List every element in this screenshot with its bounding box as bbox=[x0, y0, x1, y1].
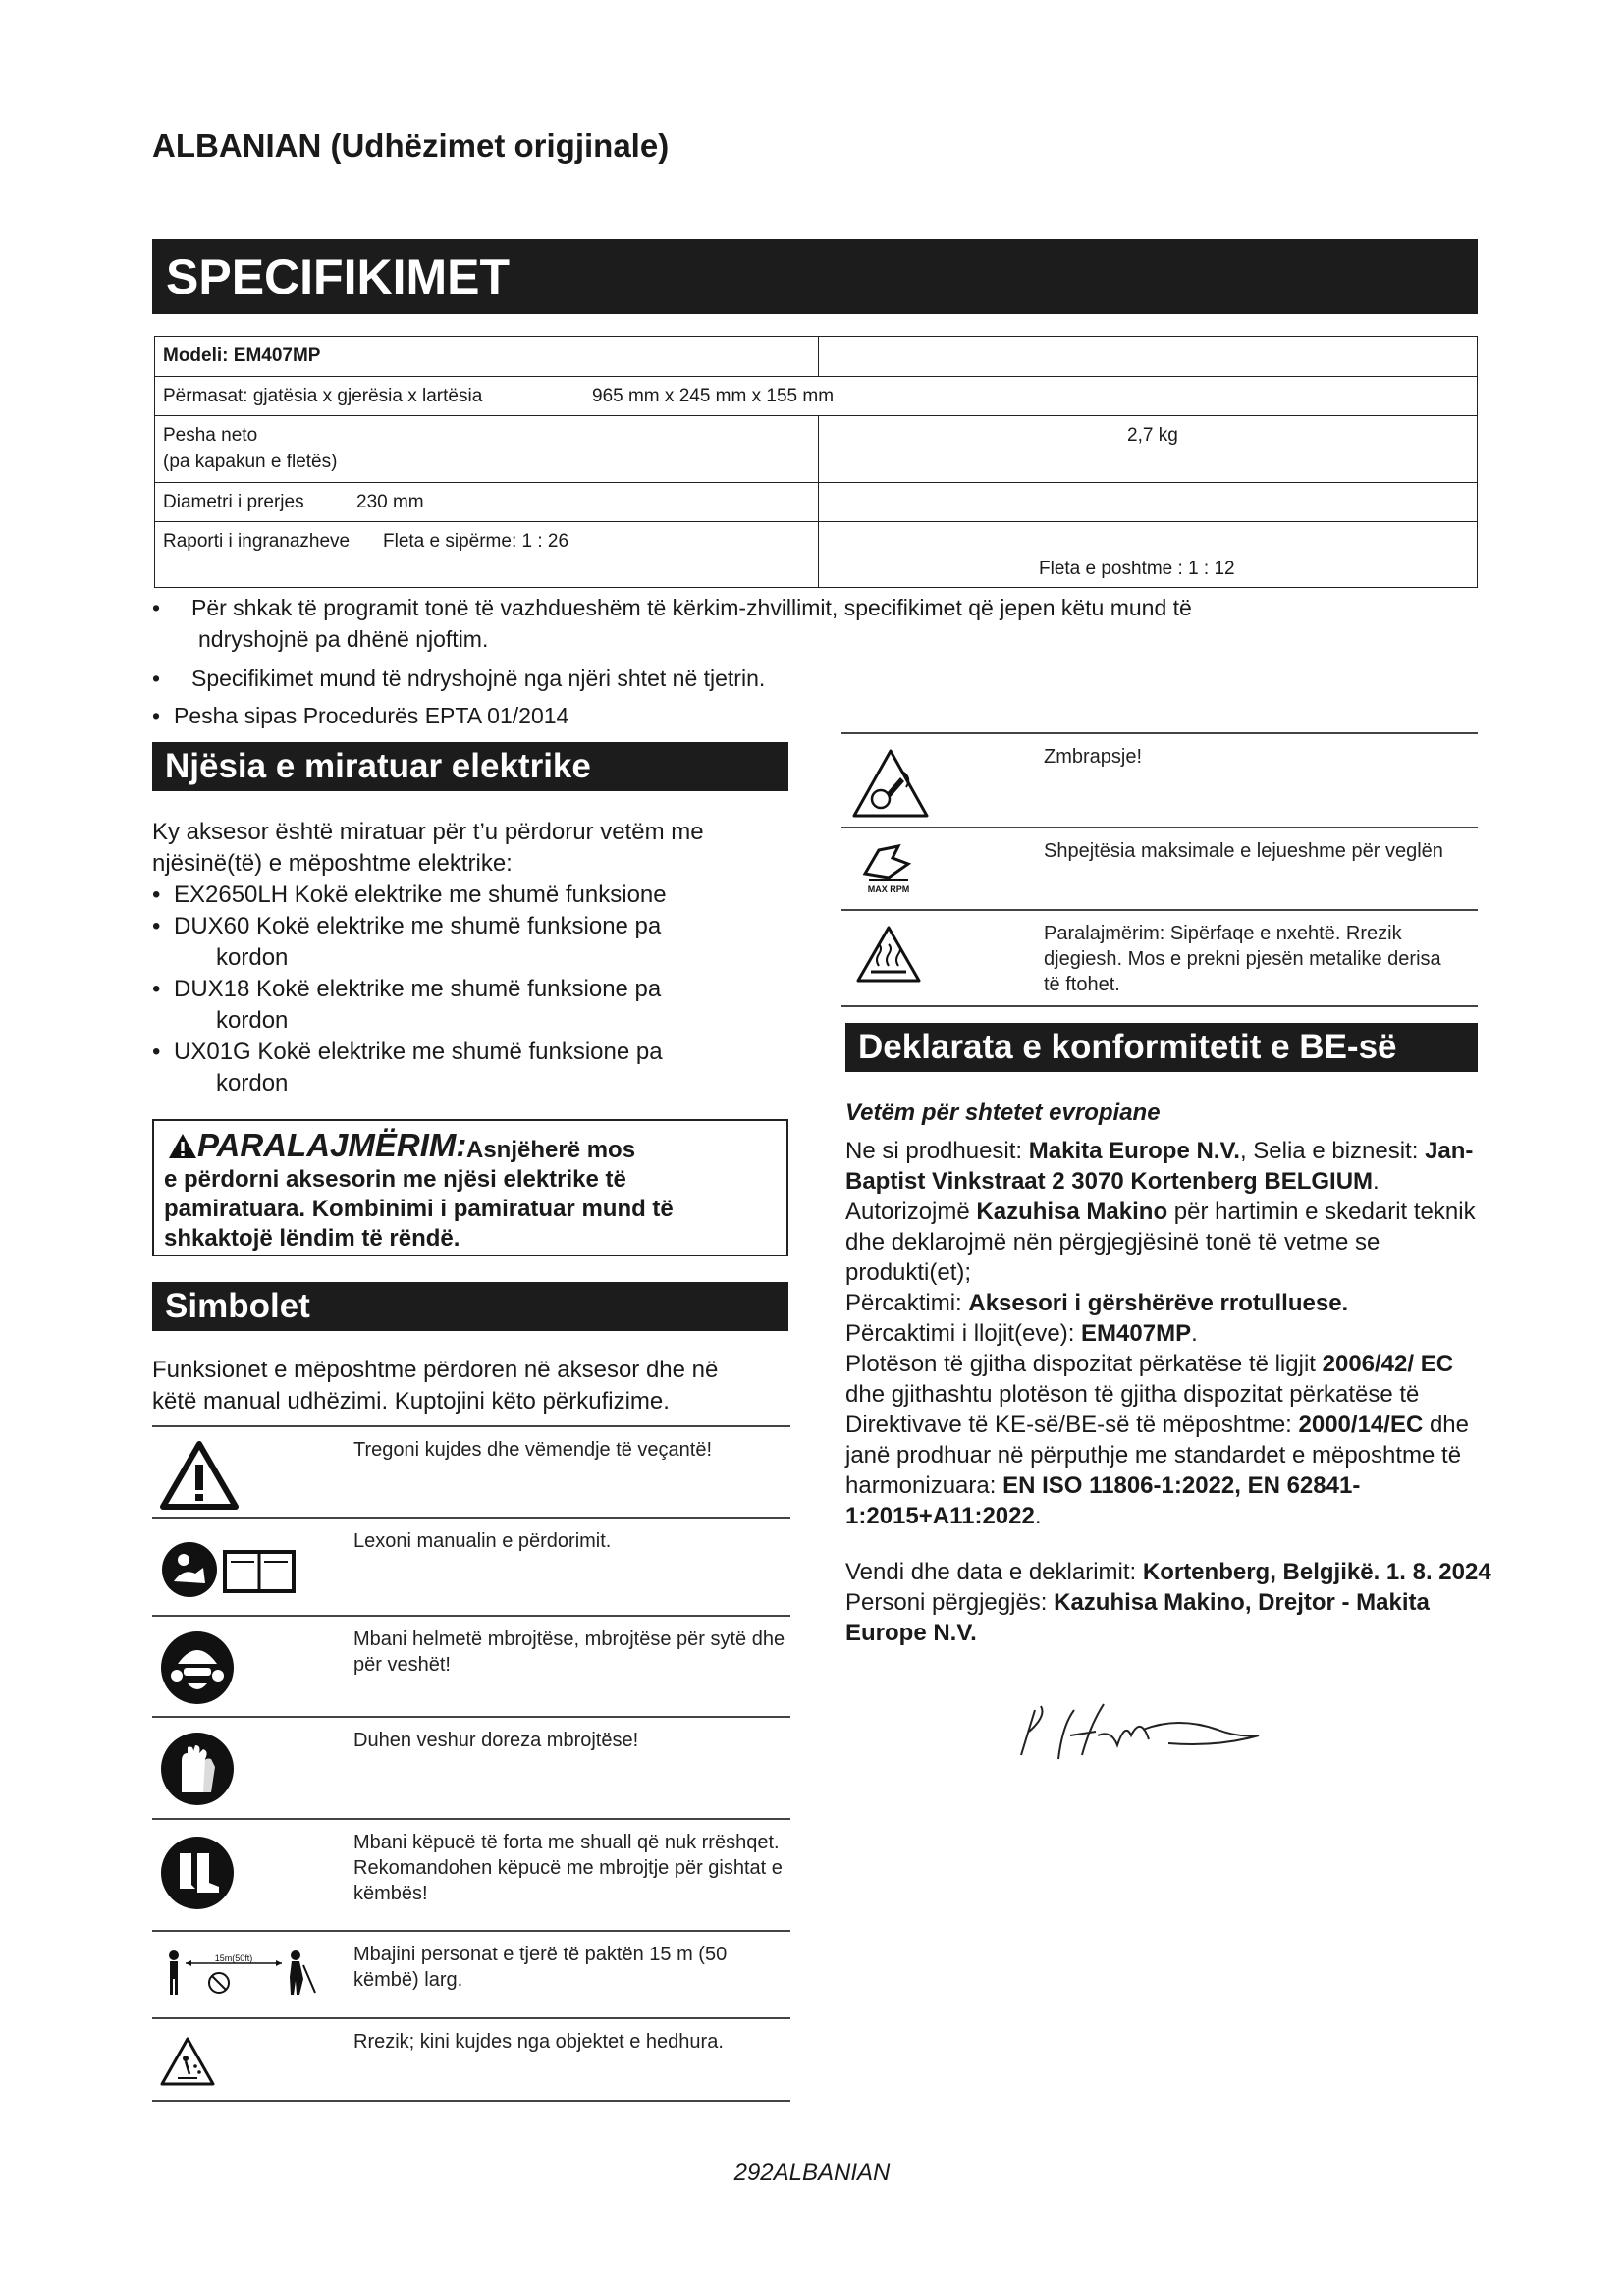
power-unit-item-1: EX2650LH Kokë elektrike me shumë funksione bbox=[174, 881, 667, 908]
responsible-person: Kazuhisa Makino, Drejtor - Makita Europe N.V. bbox=[845, 1589, 1430, 1646]
bullet-dot: • bbox=[152, 976, 161, 1002]
symbol-text: Paralajmërim: Sipërfaqe e nxehtë. Rrezik djegiesh. Mos e prekni pjesën metalike derisa të ftohet. bbox=[1044, 923, 1441, 995]
declaration-subheading: Vetëm për shtetet evropiane bbox=[845, 1099, 1161, 1126]
symbol-text: Lexoni manualin e përdorimit. bbox=[353, 1530, 612, 1552]
bullet-dot: • bbox=[152, 703, 161, 728]
declaration-compliance bbox=[845, 1349, 1493, 1531]
distance-label: 15m(50ft) bbox=[214, 1953, 253, 1963]
symbols-heading: Simbolet bbox=[165, 1287, 310, 1325]
text-span: . bbox=[1034, 1503, 1042, 1529]
weight-sublabel: (pa kapakun e fletës) bbox=[163, 452, 338, 472]
specs-row-model bbox=[155, 337, 1477, 377]
thrown-objects-icon bbox=[160, 2037, 215, 2086]
dimensions-value: 965 mm x 245 mm x 155 mm bbox=[592, 386, 835, 406]
gear-ratio-upper: Fleta e sipërme: 1 : 26 bbox=[383, 531, 569, 552]
warning-line-4: shkaktojë lëndim të rëndë. bbox=[164, 1225, 460, 1252]
note-2: Specifikimet mund të ndryshojnë nga njëri shtet në tjetrin. bbox=[191, 666, 766, 691]
kickback-icon bbox=[851, 748, 930, 819]
power-unit-heading-bar bbox=[152, 742, 788, 791]
text-span: Plotëson të gjitha dispozitat përkatëse të ligjit bbox=[845, 1351, 1323, 1377]
text-span: . bbox=[1191, 1320, 1198, 1347]
model-label: Modeli: EM407MP bbox=[163, 346, 321, 366]
bullet-dot: • bbox=[152, 666, 161, 691]
type-value: EM407MP bbox=[1081, 1320, 1192, 1347]
symbols-table-right bbox=[841, 732, 1478, 1007]
specs-banner bbox=[152, 239, 1478, 314]
note-1: Për shkak të programit tonë të vazhdueshëm të kërkim-zhvillimit, specifikimet që jepen këtu mund të bbox=[191, 595, 1192, 620]
place-date-value: Kortenberg, Belgjikë. 1. 8. 2024 bbox=[1142, 1559, 1491, 1585]
warning-triangle-icon bbox=[160, 1441, 239, 1510]
harmonized-standards: EN ISO 11806-1:2022, EN 62841-1:2015+A11:2022 bbox=[845, 1472, 1361, 1529]
max-speed-icon bbox=[859, 838, 918, 899]
gloves-icon bbox=[160, 1732, 235, 1806]
text-span: dhe janë prodhuar në përputhje me standardet e mëposhtme të harmonizuara: bbox=[845, 1412, 1469, 1499]
text-span: Përcaktimi i llojit(eve): bbox=[845, 1320, 1082, 1347]
power-unit-item-4-cont: kordon bbox=[216, 1070, 289, 1096]
text-span: . bbox=[1373, 1168, 1380, 1195]
weight-value: 2,7 kg bbox=[1127, 425, 1178, 446]
symbol-row bbox=[152, 1615, 790, 1716]
list-item bbox=[152, 1037, 790, 1099]
specs-table bbox=[154, 336, 1478, 588]
directive-machinery: 2006/42/ EC bbox=[1322, 1351, 1454, 1377]
bullet-dot: • bbox=[152, 913, 161, 939]
declaration-heading-bar bbox=[845, 1023, 1478, 1072]
symbol-row bbox=[152, 1425, 790, 1517]
warning-label: PARALAJMËRIM: bbox=[197, 1127, 467, 1163]
declaration-responsible bbox=[845, 1587, 1493, 1648]
document-title: ALBANIAN (Udhëzimet origjinale) bbox=[152, 128, 670, 164]
max-rpm-label: MAX RPM bbox=[867, 884, 910, 894]
symbol-row bbox=[841, 732, 1478, 827]
hot-surface-icon bbox=[855, 925, 922, 984]
symbol-row bbox=[152, 1517, 790, 1615]
text-span: Autorizojmë bbox=[845, 1199, 977, 1225]
symbol-text: Zmbrapsje! bbox=[1044, 746, 1143, 768]
power-unit-intro-1: Ky aksesor është miratuar për t’u përdorur vetëm me bbox=[152, 819, 704, 845]
bullet-dot: • bbox=[152, 881, 161, 908]
symbols-heading-bar bbox=[152, 1282, 788, 1331]
power-unit-section bbox=[152, 817, 790, 1099]
warning-box bbox=[152, 1119, 788, 1256]
gear-ratio-label: Raporti i ingranazheve bbox=[163, 531, 351, 552]
power-unit-item-2: DUX60 Kokë elektrike me shumë funksione pa bbox=[174, 913, 662, 939]
warning-line-2: e përdorni aksesorin me njësi elektrike të bbox=[164, 1166, 626, 1193]
gear-ratio-lower: Fleta e poshtme : 1 : 12 bbox=[1039, 559, 1235, 579]
text-span: Personi përgjegjës: bbox=[845, 1589, 1055, 1616]
declaration-type bbox=[845, 1318, 1493, 1349]
list-item bbox=[152, 911, 790, 974]
symbol-row bbox=[841, 827, 1478, 909]
symbol-text: Mbani helmetë mbrojtëse, mbrojtëse për sytë dhe për veshët! bbox=[353, 1629, 785, 1676]
read-manual-icon bbox=[160, 1540, 307, 1599]
symbol-text: Mbajini personat e tjerë të paktën 15 m (50 këmbë) larg. bbox=[353, 1944, 728, 1991]
text-span: për hartimin e skedarit teknik dhe deklarojmë nën përgjegjësinë tonë të vetme se produkti(et); bbox=[845, 1199, 1476, 1286]
designation-value: Aksesori i gërshërëve rrotulluese. bbox=[968, 1290, 1349, 1316]
power-unit-item-3: DUX18 Kokë elektrike me shumë funksione pa bbox=[174, 976, 662, 1002]
bullet-dot: • bbox=[152, 1039, 161, 1065]
dimensions-label: Përmasat: gjatësia x gjerësia x lartësia bbox=[163, 386, 483, 406]
warning-line-1: Asnjëherë mos bbox=[466, 1137, 636, 1163]
list-item bbox=[152, 880, 790, 911]
symbol-text: Duhen veshur doreza mbrojtëse! bbox=[353, 1730, 639, 1751]
specs-row-gear-ratio bbox=[155, 522, 1477, 587]
signature bbox=[1001, 1686, 1286, 1775]
symbols-intro bbox=[152, 1355, 790, 1417]
helmet-eye-ear-protection-icon bbox=[160, 1630, 235, 1705]
manufacturer-name: Makita Europe N.V. bbox=[1028, 1138, 1240, 1164]
specs-row-weight bbox=[155, 416, 1477, 483]
specs-row-diameter bbox=[155, 483, 1477, 522]
warning-line-3: pamiratuara. Kombinimi i pamiratuar mund të bbox=[164, 1196, 674, 1222]
page-number: 292ALBANIAN bbox=[733, 2160, 891, 2186]
declaration-heading: Deklarata e konformitetit e BE-së bbox=[858, 1028, 1397, 1066]
text-span: Vendi dhe data e deklarimit: bbox=[845, 1559, 1143, 1585]
symbol-row bbox=[152, 1716, 790, 1818]
safety-boots-icon bbox=[160, 1836, 235, 1910]
symbols-intro-1: Funksionet e mëposhtme përdoren në aksesor dhe në bbox=[152, 1357, 719, 1383]
specs-row-dimensions bbox=[155, 377, 1477, 416]
text-span: Përcaktimi: bbox=[845, 1290, 969, 1316]
diameter-label: Diametri i prerjes bbox=[163, 492, 304, 512]
symbol-row bbox=[152, 2017, 790, 2102]
text-span: , Selia e biznesit: bbox=[1239, 1138, 1419, 1164]
symbols-intro-2: këtë manual udhëzimi. Kuptojini këto përkufizime. bbox=[152, 1388, 670, 1415]
power-unit-item-3-cont: kordon bbox=[216, 1007, 289, 1034]
manufacturer-address: Jan-Baptist Vinkstraat 2 3070 Kortenberg BELGIUM bbox=[845, 1138, 1474, 1195]
keep-distance-icon bbox=[160, 1948, 317, 1997]
authorized-person: Kazuhisa Makino bbox=[976, 1199, 1168, 1225]
declaration-manufacturer bbox=[845, 1136, 1493, 1197]
declaration-authorization bbox=[845, 1197, 1493, 1288]
symbol-text: Mbani këpucë të forta me shuall që nuk rrëshqet. Rekomandohen këpucë me mbrojtje për gishtat e këmbës! bbox=[353, 1832, 783, 1904]
note-3: Pesha sipas Procedurës EPTA 01/2014 bbox=[174, 703, 569, 728]
symbol-row bbox=[152, 1930, 790, 2017]
power-unit-intro-2: njësinë(të) e mëposhtme elektrike: bbox=[152, 850, 513, 877]
bullet-dot: • bbox=[152, 595, 161, 620]
declaration-place-date bbox=[845, 1557, 1493, 1587]
power-unit-item-2-cont: kordon bbox=[216, 944, 289, 971]
declaration-designation bbox=[845, 1288, 1493, 1318]
symbol-row bbox=[152, 1818, 790, 1930]
symbol-row bbox=[841, 909, 1478, 1007]
power-unit-heading: Njësia e miratuar elektrike bbox=[165, 747, 591, 785]
diameter-value: 230 mm bbox=[356, 492, 424, 512]
directive-noise: 2000/14/EC bbox=[1298, 1412, 1424, 1438]
text-span: Ne si prodhuesit: bbox=[845, 1138, 1029, 1164]
power-unit-item-4: UX01G Kokë elektrike me shumë funksione pa bbox=[174, 1039, 663, 1065]
specs-heading: SPECIFIKIMET bbox=[166, 249, 511, 304]
weight-label: Pesha neto bbox=[163, 425, 258, 446]
list-item bbox=[152, 974, 790, 1037]
warning-triangle-icon bbox=[168, 1133, 197, 1159]
symbol-text: Rrezik; kini kujdes nga objektet e hedhura. bbox=[353, 2031, 724, 2053]
symbol-text: Shpejtësia maksimale e lejueshme për veglën bbox=[1044, 840, 1443, 862]
note-1-cont: ndryshojnë pa dhënë njoftim. bbox=[198, 626, 489, 652]
text-span: dhe gjithashtu plotëson të gjitha dispozitat përkatëse të Direktivave të KE-së/BE-së të mëposhtme: bbox=[845, 1381, 1420, 1438]
declaration-body bbox=[845, 1097, 1493, 1648]
symbol-text: Tregoni kujdes dhe vëmendje të veçantë! bbox=[353, 1439, 713, 1461]
